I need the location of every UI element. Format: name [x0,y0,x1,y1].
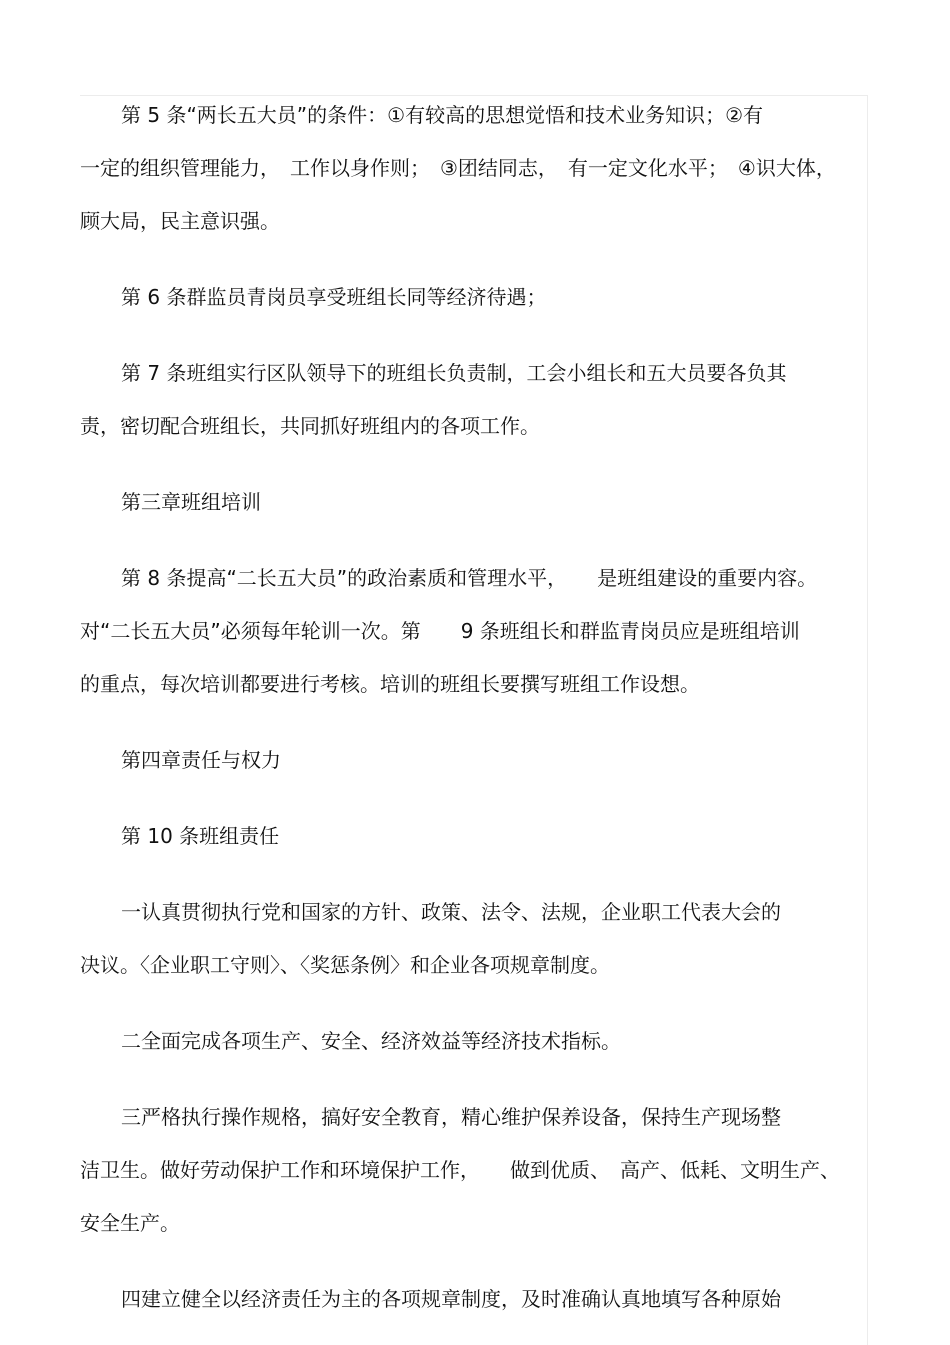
text-line: 第 10 条班组责任 [121,824,280,848]
text-line: 一认真贯彻执行党和国家的方针、政策、法令、法规，企业职工代表大会的 [121,900,781,924]
text-line: 安全生产。 [80,1211,180,1235]
text-line: 决议。〈企业职工守则〉、〈奖惩条例〉和企业各项规章制度。 [80,953,610,977]
text-line: 第 8 条提高“二长五大员”的政治素质和管理水平， 是班组建设的重要内容。 [121,566,818,590]
paragraph-item-4 [80,1286,860,1313]
text-line: 第 6 条群监员青岗员享受班组长同等经济待遇； [121,285,547,309]
paragraph-item-1 [80,899,860,979]
document-body [80,102,860,1339]
text-line: 第 5 条“两长五大员”的条件：①有较高的思想觉悟和技术业务知识；②有 [121,103,764,127]
text-line: 责，密切配合班组长，共同抓好班组内的各项工作。 [80,414,540,438]
paragraph-article-5 [80,102,860,235]
paragraph-item-2 [80,1028,860,1055]
chapter-heading-3 [80,489,860,516]
text-line: 洁卫生。做好劳动保护工作和环境保护工作， 做到优质、 高产、低耗、文明生产、 [80,1158,840,1182]
chapter-title: 第三章班组培训 [121,490,261,514]
text-line: 的重点，每次培训都要进行考核。培训的班组长要撰写班组工作设想。 [80,672,700,696]
text-line: 对“二长五大员”必须每年轮训一次。第 9 条班组长和群监青岗员应是班组培训 [80,619,800,643]
paragraph-article-6 [80,284,860,311]
paragraph-article-8-9 [80,565,860,698]
text-line: 一定的组织管理能力， 工作以身作则； ③团结同志， 有一定文化水平； ④识大体， [80,156,836,180]
paragraph-article-10 [80,823,860,850]
text-line: 顾大局，民主意识强。 [80,209,280,233]
chapter-title: 第四章责任与权力 [121,748,281,772]
text-line: 第 7 条班组实行区队领导下的班组长负责制，工会小组长和五大员要各负其 [121,361,787,385]
text-line: 三严格执行操作规格，搞好安全教育，精心维护保养设备，保持生产现场整 [121,1105,781,1129]
text-line: 四建立健全以经济责任为主的各项规章制度，及时准确认真地填写各种原始 [121,1287,781,1311]
paragraph-item-3 [80,1104,860,1237]
paragraph-article-7 [80,360,860,440]
chapter-heading-4 [80,747,860,774]
text-line: 二全面完成各项生产、安全、经济效益等经济技术指标。 [121,1029,621,1053]
